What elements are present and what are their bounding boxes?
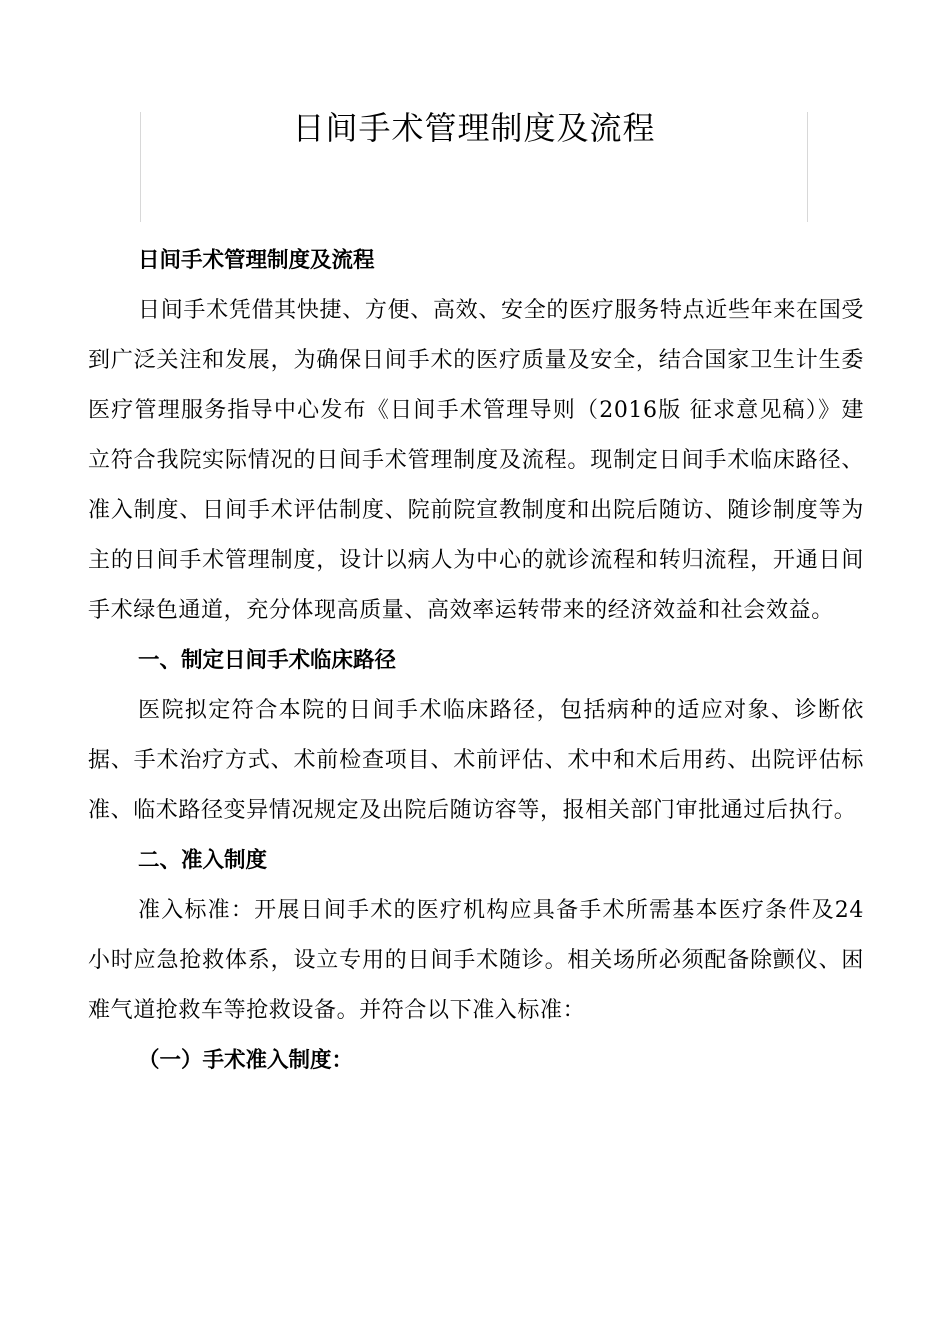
section-heading-access: 二、准入制度 <box>138 848 268 873</box>
subsection-heading-surgery-access: （一）手术准入制度： <box>138 1048 354 1073</box>
paragraph-access: 准入标准：开展日间手术的医疗机构应具备手术所需基本医疗条件及24小时应急抢救体系，设立专用的日间手术随诊。相关场所必须配备除颤仪、困难气道抢救车等抢救设备。并符合以下准入标准： <box>88 898 864 1023</box>
document-body <box>88 236 864 1086</box>
title-header <box>140 109 808 222</box>
paragraph-intro: 日间手术凭借其快捷、方便、高效、安全的医疗服务特点近些年来在国受到广泛关注和发展，为确保日间手术的医疗质量及安全，结合国家卫生计生委医疗管理服务指导中心发布《日间手术管理导则（2016版 征求意见稿）》建立符合我院实际情况的日间手术管理制度及流程。现制定日间手术临床路径、准入制度、日间手术评估制度、院前院宣教制度和出院后随访、随诊制度等为主的日间手术管理制度，设计以病人为中心的就诊流程和转归流程，开通日间手术绿色通道，充分体现高质量、高效率运转带来的经济效益和社会效益。 <box>88 298 864 623</box>
section-heading-intro: 日间手术管理制度及流程 <box>138 248 375 273</box>
section-heading-clinical-path: 一、制定日间手术临床路径 <box>138 648 397 673</box>
document-title: 日间手术管理制度及流程 <box>292 109 656 147</box>
paragraph-clinical-path: 医院拟定符合本院的日间手术临床路径，包括病种的适应对象、诊断依据、手术治疗方式、术前检查项目、术前评估、术中和术后用药、出院评估标准、临术路径变异情况规定及出院后随访容等，报相关部门审批通过后执行。 <box>88 698 864 823</box>
